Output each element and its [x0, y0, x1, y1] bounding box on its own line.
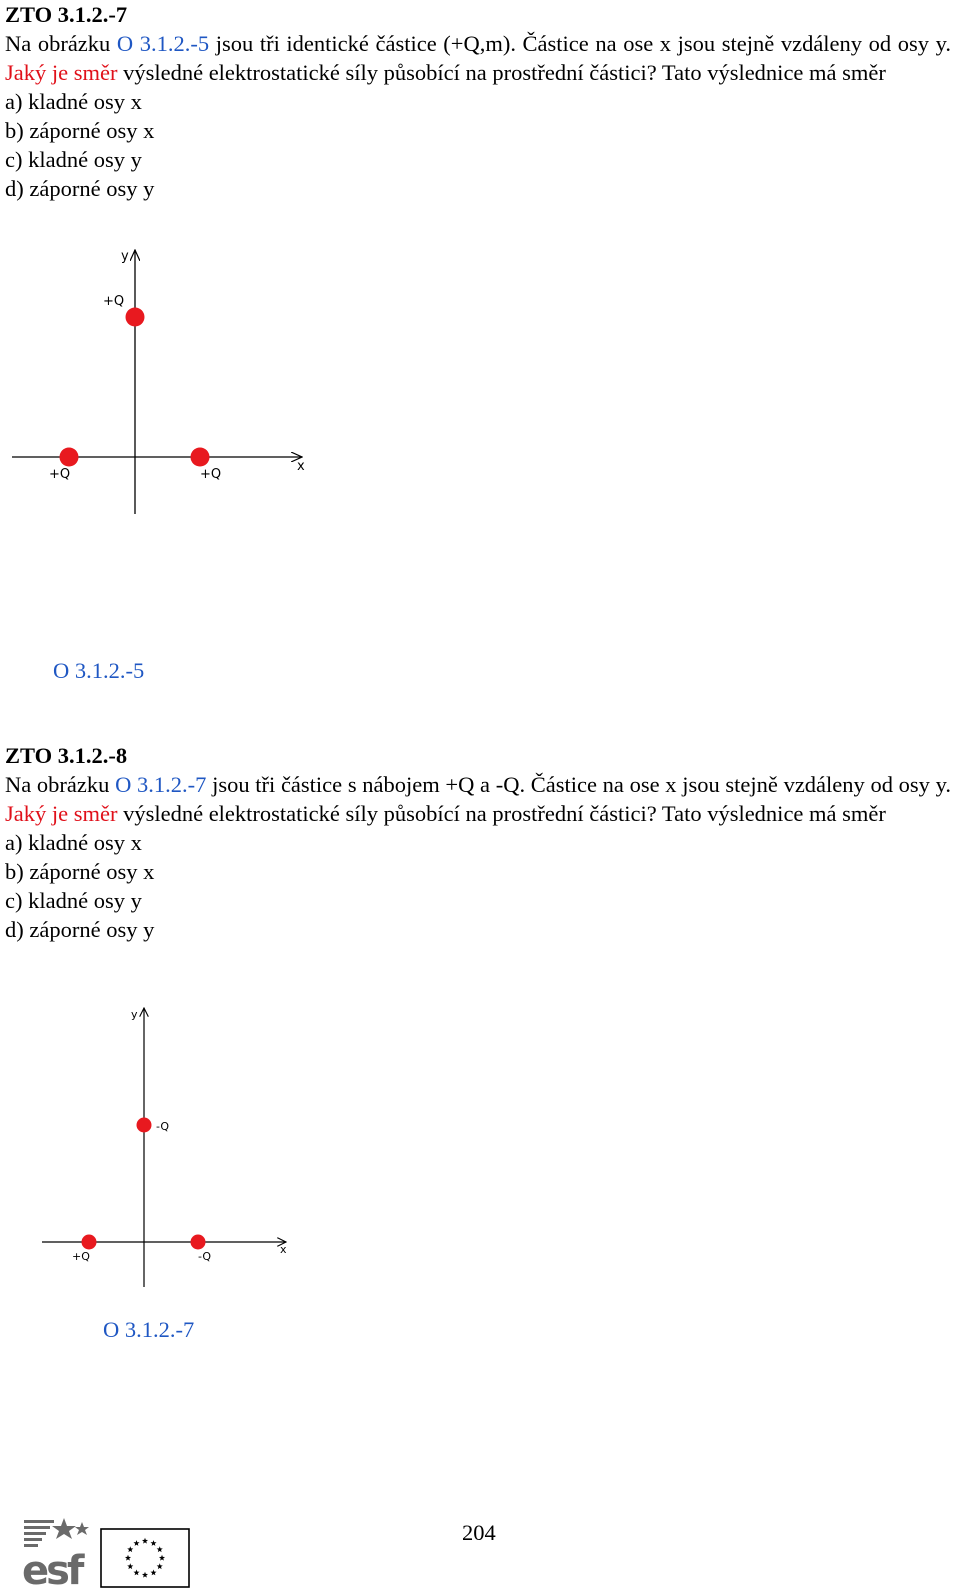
problem-2-option-b: b) záporné osy x [5, 859, 155, 884]
particle-top [137, 1118, 152, 1133]
problem-1-figure-ref[interactable]: O 3.1.2.-5 [116, 31, 210, 56]
problem-1-caption: O 3.1.2.-5 [53, 658, 145, 683]
problem-1-option-c: c) kladné osy y [5, 147, 142, 172]
particle-right [191, 448, 210, 467]
particle-top [126, 308, 145, 327]
problem-2-heading: ZTO 3.1.2.-8 [5, 743, 128, 768]
problem-1-intro-cont: jsou tři identické částice (+Q,m). Částice na ose x jsou stejně vzdáleny od osy y. [209, 31, 952, 56]
particle-left-label: +Q [72, 1250, 90, 1263]
problem-2-question-rest: výsledné elektrostatické síly působící na prostřední částici? Tato výslednice má směr [117, 801, 886, 826]
y-axis-label: y [131, 1008, 138, 1021]
problem-1-option-d: d) záporné osy y [5, 176, 155, 201]
eu-flag-logo [100, 1528, 190, 1588]
particle-right-label: +Q [200, 467, 222, 482]
particle-left [82, 1235, 97, 1250]
particle-right-label: -Q [198, 1250, 212, 1263]
problem-1-option-b: b) záporné osy x [5, 118, 155, 143]
problem-2-question-accent: Jaký je směr [5, 801, 118, 826]
particle-left [60, 448, 79, 467]
x-axis-label: x [297, 459, 305, 474]
problem-1-intro: Na obrázku [5, 31, 117, 56]
problem-2-intro-cont: jsou tři částice s nábojem +Q a -Q. Částice na ose x jsou stejně vzdáleny od osy y. [206, 772, 952, 797]
x-axis-label: x [280, 1243, 287, 1256]
particle-top-label: +Q [103, 294, 125, 309]
esf-logo-text: esf [22, 1548, 82, 1588]
problem-2-option-d: d) záporné osy y [5, 917, 155, 942]
problem-1-question-rest: výsledné elektrostatické síly působící na prostřední částici? Tato výslednice má směr [117, 60, 886, 85]
problem-2-option-c: c) kladné osy y [5, 888, 142, 913]
particle-top-label: -Q [156, 1120, 170, 1133]
problem-2-text [5, 770, 951, 828]
problem-2-diagram [30, 1000, 300, 1300]
problem-1-text [5, 29, 951, 87]
problem-2-option-a: a) kladné osy x [5, 830, 142, 855]
problem-2 [5, 741, 951, 944]
y-axis-label: y [121, 249, 129, 264]
problem-2-caption: O 3.1.2.-7 [103, 1317, 195, 1342]
problem-1-heading: ZTO 3.1.2.-7 [5, 2, 128, 27]
esf-logo [22, 1516, 100, 1588]
problem-2-intro: Na obrázku [5, 772, 116, 797]
problem-2-figure-ref[interactable]: O 3.1.2.-7 [115, 772, 207, 797]
particle-right [191, 1235, 206, 1250]
problem-1 [5, 0, 951, 203]
problem-1-option-a: a) kladné osy x [5, 89, 142, 114]
page-number: 204 [462, 1520, 496, 1545]
particle-left-label: +Q [49, 467, 71, 482]
problem-1-diagram [0, 240, 330, 530]
problem-1-question-accent: Jaký je směr [5, 60, 118, 85]
